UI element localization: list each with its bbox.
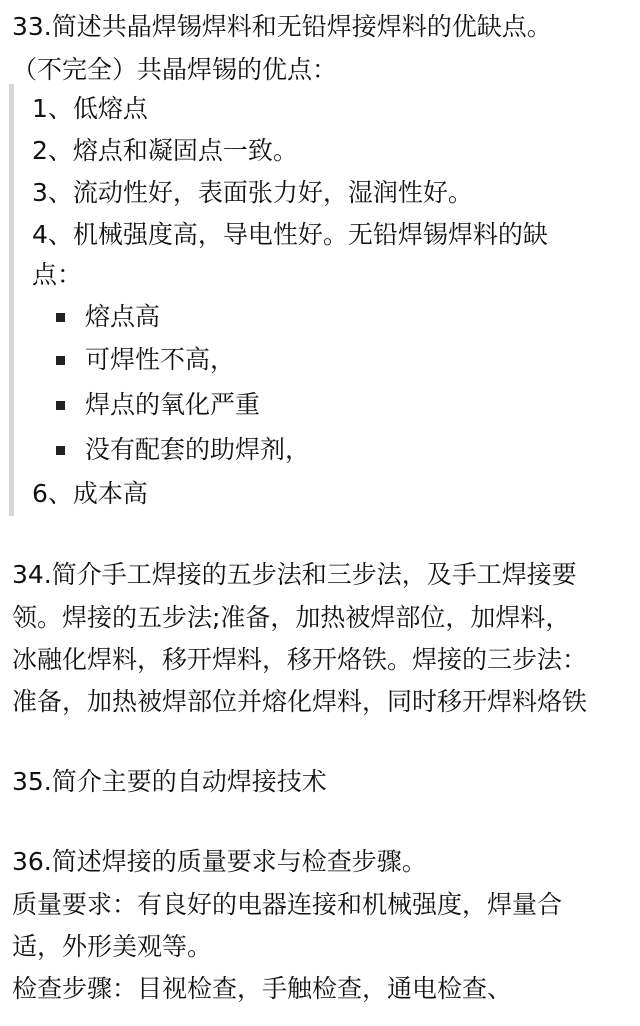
list-item: 2、熔点和凝固点一致。 bbox=[32, 136, 298, 165]
blockquote-bar bbox=[9, 84, 14, 516]
list-item: 6、成本高 bbox=[32, 479, 148, 508]
bullet-item: 焊点的氧化严重 bbox=[85, 390, 261, 419]
question-36-line: 质量要求：有良好的电器连接和机械强度，焊量合 bbox=[12, 890, 563, 919]
bullet-item: 可焊性不高， bbox=[85, 345, 236, 374]
question-34-line: 34.简介手工焊接的五步法和三步法，及手工焊接要 bbox=[12, 560, 577, 589]
bullet-icon bbox=[56, 313, 65, 322]
question-36-line: 检查步骤：目视检查，手触检查，通电检查、 bbox=[12, 974, 513, 1003]
bullet-icon bbox=[56, 356, 65, 365]
question-33-title: 33.简述共晶焊锡焊料和无铅焊接焊料的优缺点。 bbox=[12, 12, 552, 41]
question-36-line: 36.简述焊接的质量要求与检查步骤。 bbox=[12, 847, 427, 876]
list-item: 1、低熔点 bbox=[32, 94, 148, 123]
list-item: 点： bbox=[32, 260, 83, 289]
question-36-line: 适，外形美观等。 bbox=[12, 932, 213, 961]
bullet-item: 熔点高 bbox=[85, 302, 161, 331]
question-34-line: 冰融化焊料，移开焊料，移开烙铁。焊接的三步法： bbox=[12, 645, 588, 674]
question-34-line: 领。焊接的五步法;准备，加热被焊部位，加焊料， bbox=[12, 603, 571, 632]
bullet-icon bbox=[56, 446, 65, 455]
list-item: 4、机械强度高，导电性好。无铅焊锡焊料的缺 bbox=[32, 220, 548, 249]
bullet-item: 没有配套的助焊剂， bbox=[85, 435, 311, 464]
question-35-title: 35.简介主要的自动焊接技术 bbox=[12, 767, 327, 796]
list-item: 3、流动性好，表面张力好，湿润性好。 bbox=[32, 178, 473, 207]
question-34-line: 准备，加热被焊部位并熔化焊料，同时移开焊料烙铁 bbox=[12, 687, 588, 716]
question-33-subtitle: （不完全）共晶焊锡的优点： bbox=[12, 55, 338, 84]
bullet-icon bbox=[56, 401, 65, 410]
